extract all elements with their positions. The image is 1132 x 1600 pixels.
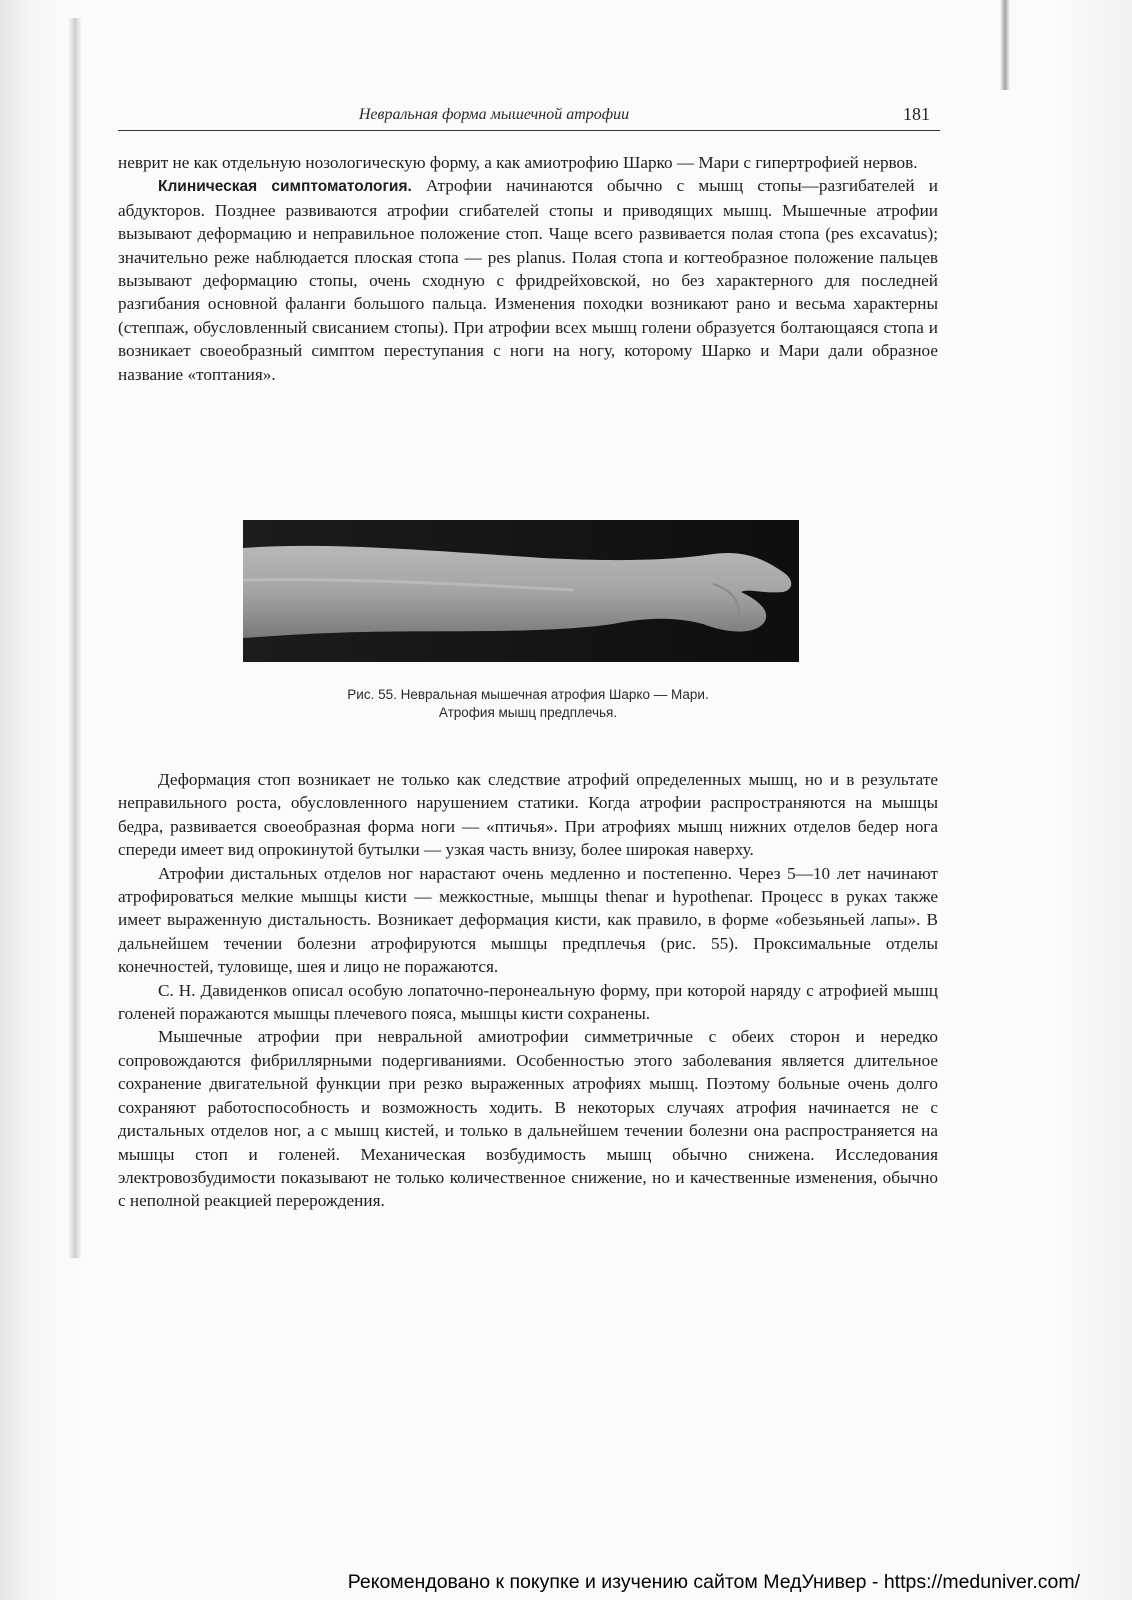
paragraph: Мышечные атрофии при невральной амиотрофии симметричные с обеих сторон и нередко сопровождаются фибриллярными подергиваниями. Особенностью этого заболевания является длительное сохранение двигательной функции при резко выраженных атрофиях мышц. Поэтому больные очень долго сохраняют работоспособность и возможность ходить. В некоторых случаях атрофия начинается не с дистальных отделов ног, а с мышц кистей, и только в дальнейшем течении болезни она распространяется на мышцы стоп и голеней. Механическая возбудимость мышц обычно снижена. Исследования электровозбудимости показывают не только количественное снижение, но и качественные изменения, обычно с неполной реакцией перерождения.	[118, 1027, 938, 1211]
paragraph-body: Атрофии начинаются обычно с мышц стопы—разгибателей и абдукторов. Позднее развиваются атрофии сгибателей стопы и приводящих мышц. Мышечные атрофии вызывают деформацию и неправильное положение стоп. Чаще всего развивается полая стопа (pes excavatus); значительно реже наблюдается плоская стопа — pes planus. Полая стопа и когтеобразное положение пальцев вызывают деформацию стопы, очень сходную с фридрейховской, но без характерного для последней разгибания основной фаланги большого пальца. Изменения походки возникают рано и весьма характерны (степпаж, обусловленный свисанием стопы). При атрофии всех мышц голени образуется болтающаяся стопа и возникает своеобразный симптом переступания с ноги на ногу, которому Шарко и Мари дали образное название «топтания».	[118, 176, 938, 384]
paragraph: Деформация стоп возникает не только как следствие атрофий определенных мышц, но и в результате неправильного роста, обусловленного нарушением статики. Когда атрофии распространяются на мышцы бедра, развивается своеобразная форма ноги — «птичья». При атрофиях мышц нижних отделов бедер нога спереди имеет вид опрокинутой бутылки — узкая часть внизу, более широкая наверху.	[118, 770, 938, 860]
running-title: Невральная форма мышечной атрофии	[358, 106, 630, 123]
section-lead: Клиническая симптоматология.	[158, 178, 412, 196]
forearm-photo-image	[243, 520, 799, 662]
paragraph: Атрофии дистальных отделов ног нарастают очень медленно и постепенно. Через 5—10 лет начинают атрофироваться мелкие мышцы кисти — межкостные, мышцы thenar и hypothenar. Процесс в руках также имеет выраженную дистальность. Возникает деформация кисти, как правило, в форме «обезьяньей лапы». В дальнейшем течении болезни атрофируются мышцы предплечья (рис. 55). Проксимальные отделы конечностей, туловище, шея и лицо не поражаются.	[118, 863, 938, 977]
edge-shadow	[1000, 0, 1010, 90]
page-number: 181	[903, 104, 930, 124]
binding-shadow	[68, 18, 82, 1258]
paragraph: С. Н. Давиденков описал особую лопаточно-перонеальную форму, при которой наряду с атрофией мышц голеней поражаются мышцы плечевого пояса, мышцы кисти сохранены.	[118, 980, 938, 1024]
paragraph: неврит не как отдельную нозологическую форму, а как амиотрофию Шарко — Мари с гипертрофией нервов.	[118, 153, 918, 172]
caption-line-1: Рис. 55. Невральная мышечная атрофия Шарко — Мари.	[347, 687, 709, 702]
page-header	[118, 104, 940, 131]
figure-caption	[118, 686, 938, 722]
text-block-bottom	[118, 768, 938, 1213]
paragraph-clinical	[118, 174, 938, 386]
footer-recommendation-link[interactable]: Рекомендовано к покупке и изучению сайтом МедУнивер - https://meduniver.com/	[347, 1571, 1080, 1593]
figure-forearm-photo	[243, 520, 799, 662]
text-block-top	[118, 151, 938, 386]
caption-line-2: Атрофия мышц предплечья.	[438, 705, 618, 720]
